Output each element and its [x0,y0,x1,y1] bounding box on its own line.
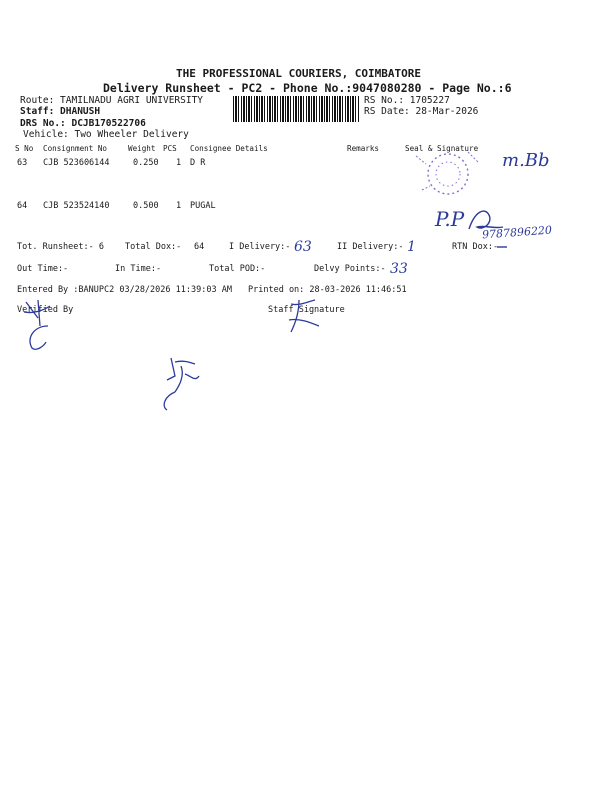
row64-signature: P.P [435,207,465,231]
row63-signature: m.Bb [502,150,550,171]
col-header-pcs: PCS [163,144,177,153]
printed-on: Printed on: 28-03-2026 11:46:51 [248,285,407,295]
col-header-consignment: Consignment No [43,144,108,153]
row-weight: 0.500 [133,201,159,211]
rtn-dox-label: RTN Dox:- [452,242,499,252]
row-weight: 0.250 [133,158,159,168]
out-time-label: Out Time:- [17,264,69,274]
staff-signature-label: Staff Signature [268,305,345,315]
row-pcs: 1 [176,158,182,168]
verified-by-label: Verified By [17,305,74,315]
total-pod-label: Total POD:- [209,264,266,274]
vehicle-label: Vehicle: Two Wheeler Delivery [23,129,189,140]
row-consignment: CJB 523606144 [43,158,110,168]
extra-signature [155,352,215,414]
row-consignee: D R [190,158,206,168]
runsheet-subtitle: Delivery Runsheet - PC2 - Phone No.:9047080280 - Page No.:6 [103,81,512,95]
row-sno: 63 [17,158,28,168]
ii-delivery-label: II Delivery:- [337,242,404,252]
col-header-sno: S No [15,144,34,153]
total-dox-value: 64 [194,242,205,252]
tot-runsheet: Tot. Runsheet:- 6 [17,242,104,252]
row64-phone: 9787896220 [481,223,553,242]
row-sno: 64 [17,201,28,211]
row-consignment: CJB 523524140 [43,201,110,211]
company-title: THE PROFESSIONAL COURIERS, COIMBATORE [176,67,422,80]
staff-label: Staff: DHANUSH [20,106,101,117]
barcode [233,96,359,122]
route-label: Route: TAMILNADU AGRI UNIVERSITY [20,95,204,106]
row-pcs: 1 [176,201,182,211]
verified-signature [18,296,78,356]
staff-signature-mark [285,296,325,336]
i-delivery-value: 63 [294,239,312,255]
ii-delivery-value: 1 [407,239,416,255]
col-header-remarks: Remarks [347,144,380,153]
row-consignee: PUGAL [190,201,216,211]
i-delivery-label: I Delivery:- [229,242,291,252]
rtn-dox-dash [496,244,508,250]
seal-stamp [408,146,488,204]
col-header-seal: Seal & Signature [405,144,479,153]
col-header-consignee: Consignee Details [190,144,268,153]
col-header-weight: Weight [128,144,156,153]
in-time-label: In Time:- [115,264,162,274]
rs-number: RS No.: 1705227 [364,95,450,106]
total-dox-label: Total Dox:- [125,242,182,252]
drs-number: DRS No.: DCJB170522706 [20,118,146,129]
entered-by: Entered By :BANUPC2 03/28/2026 11:39:03 AM [17,285,232,295]
rs-date: RS Date: 28-Mar-2026 [364,106,479,117]
delvy-points-label: Delvy Points:- [314,264,386,274]
delvy-points-value: 33 [390,261,408,277]
